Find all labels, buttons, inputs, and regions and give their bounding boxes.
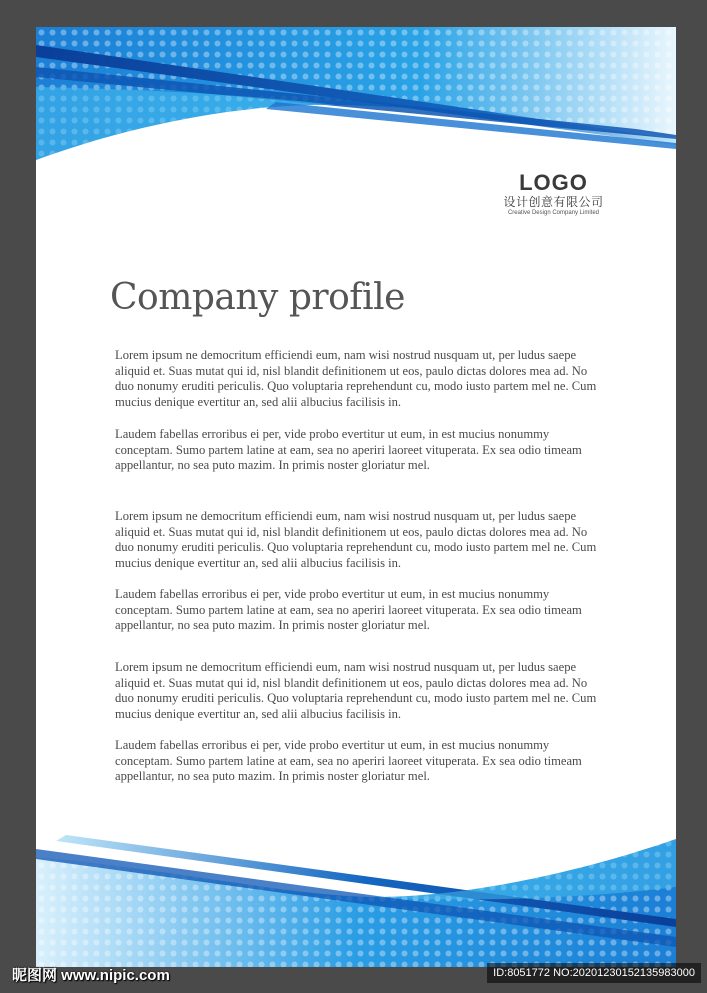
body-paragraph: Laudem fabellas erroribus ei per, vide probo evertitur ut eum, in est mucius nonummy conceptam. Sumo partem latine at eam, sea no aperiri laoreet vituperata. Ex sea odio timeam appellantur, no sea puto mazim. In primis noster gloriatur mel. (115, 738, 582, 784)
body-paragraph: Lorem ipsum ne democritum efficiendi eum, nam wisi nostrud nusquam ut, per ludus saepe aliquid et. Suas mutat qui id, nisl blandit definitionem ut eos, paulo dictas dolores mea ad. No duo nonumy eruditi periculis. Quo voluptaria reprehendunt cu, modo iusto partem mel ne. Cum mucius denique evertitur an, sed alii albucius facilisis in. (115, 348, 597, 409)
body-paragraph: Lorem ipsum ne democritum efficiendi eum, nam wisi nostrud nusquam ut, per ludus saepe aliquid et. Suas mutat qui id, nisl blandit definitionem ut eos, paulo dictas dolores mea ad. No duo nonumy eruditi periculis. Quo voluptaria reprehendunt cu, modo iusto partem mel ne. Cum mucius denique evertitur an, sed alii albucius facilisis in. (115, 660, 597, 721)
top-wave-decoration (36, 27, 676, 177)
bottom-wave-decoration (36, 827, 676, 967)
body-paragraph: Laudem fabellas erroribus ei per, vide probo evertitur ut eum, in est mucius nonummy conceptam. Sumo partem latine at eam, sea no aperiri laoreet vituperata. Ex sea odio timeam appellantur, no sea puto mazim. In primis noster gloriatur mel. (115, 587, 582, 633)
site-watermark: 昵图网 www.nipic.com (12, 967, 170, 984)
logo-english-name: Creative Design Company Limited (507, 210, 600, 216)
logo-chinese-name: 设计创意有限公司 (503, 195, 604, 209)
body-paragraph: Laudem fabellas erroribus ei per, vide probo evertitur ut eum, in est mucius nonummy conceptam. Sumo partem latine at eam, sea no aperiri laoreet vituperata. Ex sea odio timeam appellantur, no sea puto mazim. In primis noster gloriatur mel. (115, 427, 582, 473)
logo-word: LOGO (519, 170, 588, 195)
body-paragraph: Lorem ipsum ne democritum efficiendi eum, nam wisi nostrud nusquam ut, per ludus saepe aliquid et. Suas mutat qui id, nisl blandit definitionem ut eos, paulo dictas dolores mea ad. No duo nonumy eruditi periculis. Quo voluptaria reprehendunt cu, modo iusto partem mel ne. Cum mucius denique evertitur an, sed alii albucius facilisis in. (115, 509, 597, 570)
company-logo (491, 171, 616, 217)
id-watermark: ID:8051772 NO:20201230152135983000 (487, 963, 701, 983)
document-title: Company profile (110, 277, 405, 318)
letterhead-page (36, 27, 676, 967)
